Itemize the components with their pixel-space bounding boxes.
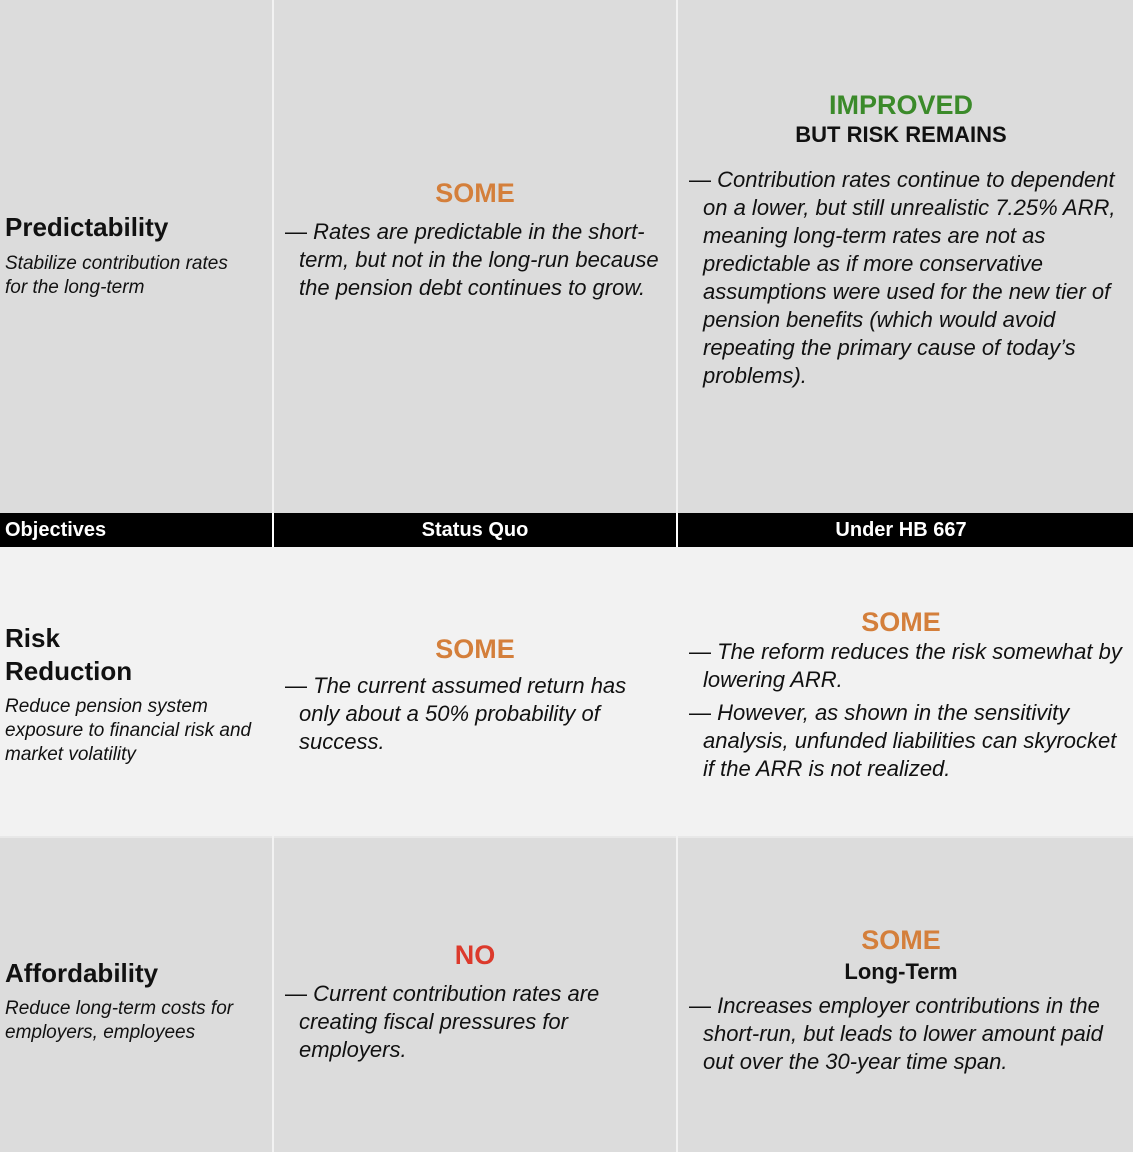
hb-note <box>689 992 1128 1076</box>
status-quo-rating: SOME <box>435 634 515 664</box>
hb-rating: SOME <box>861 607 941 637</box>
header-under-hb: Under HB 667 <box>835 519 967 541</box>
header-status-quo: Status Quo <box>421 519 529 541</box>
hb-note <box>689 166 1128 390</box>
note-text: The current assumed return has only about a 50% probability of success. <box>299 673 627 754</box>
objective-subtitle: Reduce pension system exposure to financial risk and market volatility <box>5 696 252 765</box>
objective-title <box>5 622 132 688</box>
status-quo-note <box>285 218 679 302</box>
dash-glyph: — <box>689 700 711 725</box>
objective-subtitle: Reduce long-term costs for employers, employees <box>5 998 234 1043</box>
note-text: Contribution rates continue to dependent on a lower, but still unrealistic 7.25% ARR, meaning long-term rates are not as predictable as if more conservative assumptions were used for the new tier of pension benefits (which would avoid repeating the primary cause of today’s problems). <box>703 167 1116 388</box>
header-objectives: Objectives <box>5 519 107 541</box>
objective-subtitle: Stabilize contribution rates for the long-term <box>5 253 228 298</box>
dash-glyph: — <box>285 219 307 244</box>
column-divider <box>272 0 274 1152</box>
objective-title: Predictability <box>5 212 169 242</box>
objective-title: Affordability <box>5 958 159 988</box>
objective-title-line: Reduction <box>5 656 133 686</box>
status-quo-note <box>285 980 644 1064</box>
hb-note <box>689 699 1128 783</box>
table-header <box>0 513 1133 547</box>
status-quo-rating: NO <box>454 940 496 970</box>
hb-rating-subtitle: BUT RISK REMAINS <box>795 122 1007 147</box>
hb-rating: IMPROVED <box>828 90 974 120</box>
dash-glyph: — <box>689 167 711 192</box>
hb-rating-subtitle: Long-Term <box>844 959 958 984</box>
note-text: Rates are predictable in the short-term, but not in the long-run because the pension debt continues to grow. <box>299 219 659 300</box>
status-quo-rating: SOME <box>435 178 515 208</box>
note-text: However, as shown in the sensitivity analysis, unfunded liabilities can skyrocket if the ARR is not realized. <box>703 700 1117 781</box>
note-text: Current contribution rates are creating fiscal pressures for employers. <box>299 981 600 1062</box>
dash-glyph: — <box>285 981 307 1006</box>
note-text: Increases employer contributions in the short-run, but leads to lower amount paid out over the 30-year time span. <box>703 993 1103 1074</box>
status-quo-note <box>285 672 669 756</box>
hb-rating: SOME <box>861 925 941 955</box>
hb-note <box>689 638 1128 694</box>
dash-glyph: — <box>689 639 711 664</box>
objective-title-line: Risk <box>5 623 60 653</box>
note-text: The reform reduces the risk somewhat by lowering ARR. <box>703 639 1122 692</box>
dash-glyph: — <box>285 673 307 698</box>
dash-glyph: — <box>689 993 711 1018</box>
